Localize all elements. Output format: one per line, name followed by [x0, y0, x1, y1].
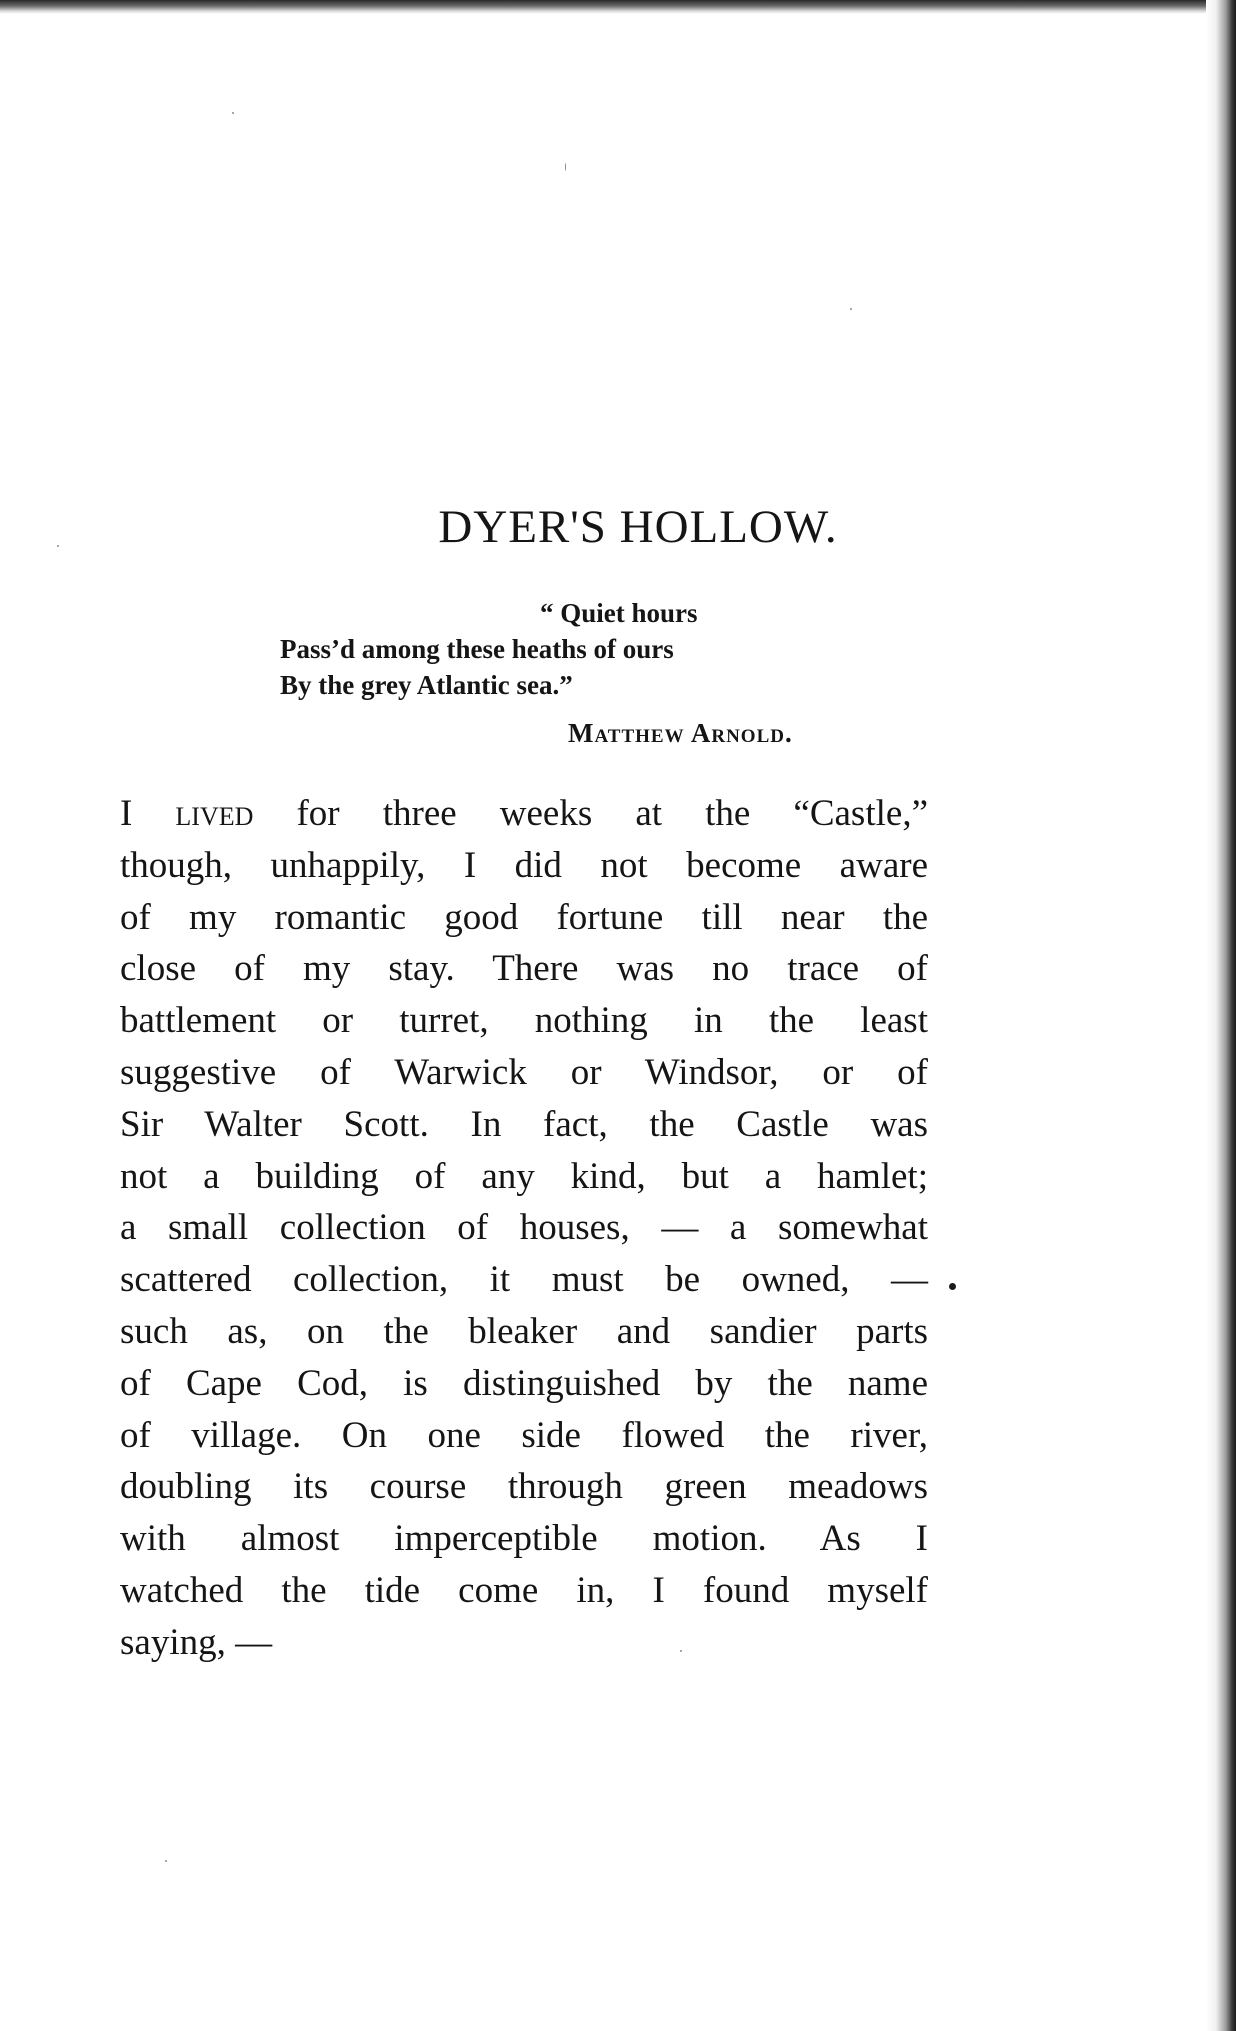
text-line: of my romantic good fortune till near the	[120, 896, 928, 938]
text-line: such as, on the bleaker and sandier parts	[120, 1310, 928, 1352]
paper-speck	[57, 545, 59, 547]
paper-speck	[165, 1860, 167, 1862]
epigraph-attribution: Matthew Arnold.	[568, 718, 793, 748]
text-line: suggestive of Warwick or Windsor, or of	[120, 1051, 928, 1093]
text-line: saying, —	[120, 1621, 273, 1663]
text-line: though, unhappily, I did not become aware	[120, 844, 928, 886]
body-paragraph	[120, 788, 928, 1669]
epigraph	[280, 595, 880, 703]
epigraph-line: By the grey Atlantic sea.”	[280, 670, 573, 700]
paper-speck	[565, 163, 566, 171]
paper-speck	[680, 1650, 682, 1652]
epigraph-line: “ Quiet hours	[540, 598, 698, 628]
text-line: scattered collection, it must be owned, —	[120, 1259, 928, 1301]
page-top-edge	[0, 0, 1236, 14]
text-line: not a building of any kind, but a hamlet;	[120, 1155, 928, 1197]
opening-word: I lived	[120, 793, 254, 834]
margin-ink-dot	[949, 1283, 956, 1290]
paper-speck	[850, 308, 852, 310]
epigraph-line: Pass’d among these heaths of ours	[280, 634, 674, 664]
text-line: doubling its course through green meadows	[120, 1466, 928, 1508]
text-line: with almost imperceptible motion. As I	[120, 1518, 928, 1560]
paper-speck	[232, 112, 234, 114]
text-line: a small collection of houses, — a somewhat	[120, 1207, 928, 1249]
text-line: close of my stay. There was no trace of	[120, 948, 928, 990]
text-line: battlement or turret, nothing in the least	[120, 1000, 928, 1042]
text-line: Sir Walter Scott. In fact, the Castle was	[120, 1103, 928, 1145]
text-line: of Cape Cod, is distinguished by the name	[120, 1362, 928, 1404]
text-line: of village. On one side flowed the river,	[120, 1414, 928, 1456]
chapter-title: DYER'S HOLLOW.	[438, 501, 838, 553]
page-right-edge	[1206, 0, 1236, 2031]
text-line: watched the tide come in, I found myself	[120, 1569, 928, 1611]
text-line	[120, 788, 928, 840]
text-line-content: for three weeks at the “Castle,”	[296, 793, 928, 834]
